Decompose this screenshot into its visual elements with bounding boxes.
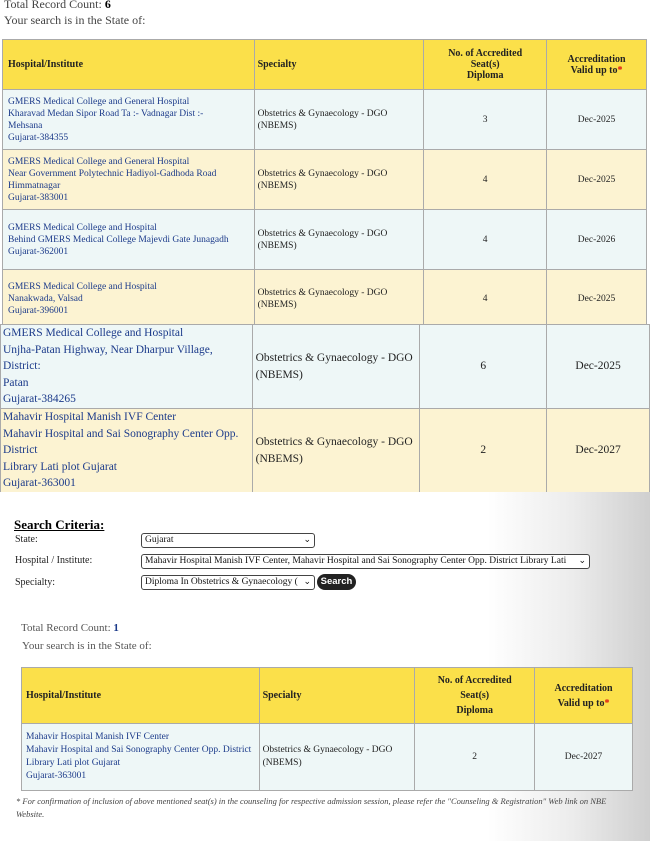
hospital-label: Hospital / Institute: [15,555,93,566]
hospital-select[interactable]: Mahavir Hospital Manish IVF Center, Mahavir Hospital and Sai Sonography Center Opp. District Library Lati ⌄ [141,554,590,569]
total-record-count-bottom: Total Record Count: 1 [21,622,119,634]
header-seats: No. of Accredited Seat(s) Diploma [424,40,547,90]
filtered-results-table [21,667,633,791]
valid-cell: Dec-2025 [547,325,650,409]
record-count-value: 1 [113,622,119,634]
seats-cell: 4 [424,270,547,328]
header-hospital: Hospital/Institute [3,40,255,90]
table-row [1,409,650,493]
seats-cell: 3 [424,90,547,150]
header-valid: Accreditation Valid up to* [535,668,633,724]
specialty-label: Specialty: [15,577,55,588]
specialty-cell: Obstetrics & Gynaecology - DGO (NBEMS) [259,724,415,791]
table-row [1,325,650,409]
valid-cell: Dec-2027 [547,409,650,493]
seats-cell: 2 [415,724,535,791]
table-row [3,90,647,150]
hospital-cell[interactable]: Mahavir Hospital Manish IVF Center Mahavir Hospital and Sai Sonography Center Opp. District Library Lati plot Gujarat Gujarat-363001 [1,409,253,493]
valid-cell: Dec-2025 [547,90,647,150]
seats-cell: 2 [420,409,547,493]
table-row [3,270,647,328]
search-criteria-title: Search Criteria: [14,517,105,532]
seats-cell: 6 [420,325,547,409]
header-valid: Accreditation Valid up to* [547,40,647,90]
specialty-cell: Obstetrics & Gynaecology - DGO (NBEMS) [254,270,424,328]
table-row [3,210,647,270]
hospital-cell[interactable]: Mahavir Hospital Manish IVF Center Mahavir Hospital and Sai Sonography Center Opp. District Library Lati plot Gujarat Gujarat-363001 [22,724,260,791]
results-table-continued [0,324,650,493]
header-seats: No. of Accredited Seat(s) Diploma [415,668,535,724]
valid-cell: Dec-2025 [547,270,647,328]
specialty-cell: Obstetrics & Gynaecology - DGO (NBEMS) [254,90,424,150]
record-count-value: 6 [104,0,111,11]
seats-cell: 4 [424,210,547,270]
hospital-cell[interactable]: GMERS Medical College and General Hospital Near Government Polytechnic Hadiyol-Gadhoda Road Himmatnagar Gujarat-383001 [3,150,255,210]
state-line: Your search is in the State of: [4,13,146,27]
results-table [2,39,647,328]
state-label: State: [15,534,38,545]
chevron-down-icon: ⌄ [303,535,311,545]
specialty-cell: Obstetrics & Gynaecology - DGO (NBEMS) [252,409,420,493]
hospital-cell[interactable]: GMERS Medical College and Hospital Nanakwada, Valsad Gujarat-396001 [3,270,255,328]
table-header-row [3,40,647,90]
total-record-count: Total Record Count: 6 [4,0,111,12]
table-row [3,150,647,210]
table-header-row [22,668,633,724]
specialty-cell: Obstetrics & Gynaecology - DGO (NBEMS) [254,210,424,270]
search-button[interactable]: Search [317,574,356,590]
hospital-cell[interactable]: GMERS Medical College and Hospital Unjha-Patan Highway, Near Dharpur Village, District: Patan Gujarat-384265 [1,325,253,409]
state-line-bottom: Your search is in the State of: [22,640,152,652]
chevron-down-icon: ⌄ [578,556,586,566]
table-row [22,724,633,791]
specialty-cell: Obstetrics & Gynaecology - DGO (NBEMS) [254,150,424,210]
seats-cell: 4 [424,150,547,210]
header-specialty: Specialty [259,668,415,724]
hospital-cell[interactable]: GMERS Medical College and Hospital Behind GMERS Medical College Majevdi Gate Junagadh Gujarat-362001 [3,210,255,270]
counseling-note: * For confirmation of inclusion of above mentioned seat(s) in the counseling for respective admission session, please refer the "Counseling & Registration" Web link on NBE Website. [16,796,607,819]
hospital-cell[interactable]: GMERS Medical College and General Hospital Kharavad Medan Sipor Road Ta :- Vadnagar Dist :- Mehsana Gujarat-384355 [3,90,255,150]
valid-cell: Dec-2026 [547,210,647,270]
header-hospital: Hospital/Institute [22,668,260,724]
specialty-cell: Obstetrics & Gynaecology - DGO (NBEMS) [252,325,420,409]
state-select[interactable]: Gujarat ⌄ [141,533,315,548]
specialty-select[interactable]: Diploma In Obstetrics & Gynaecology ( ⌄ [141,575,315,590]
header-specialty: Specialty [254,40,424,90]
chevron-down-icon: ⌄ [303,577,311,587]
valid-cell: Dec-2025 [547,150,647,210]
valid-cell: Dec-2027 [535,724,633,791]
